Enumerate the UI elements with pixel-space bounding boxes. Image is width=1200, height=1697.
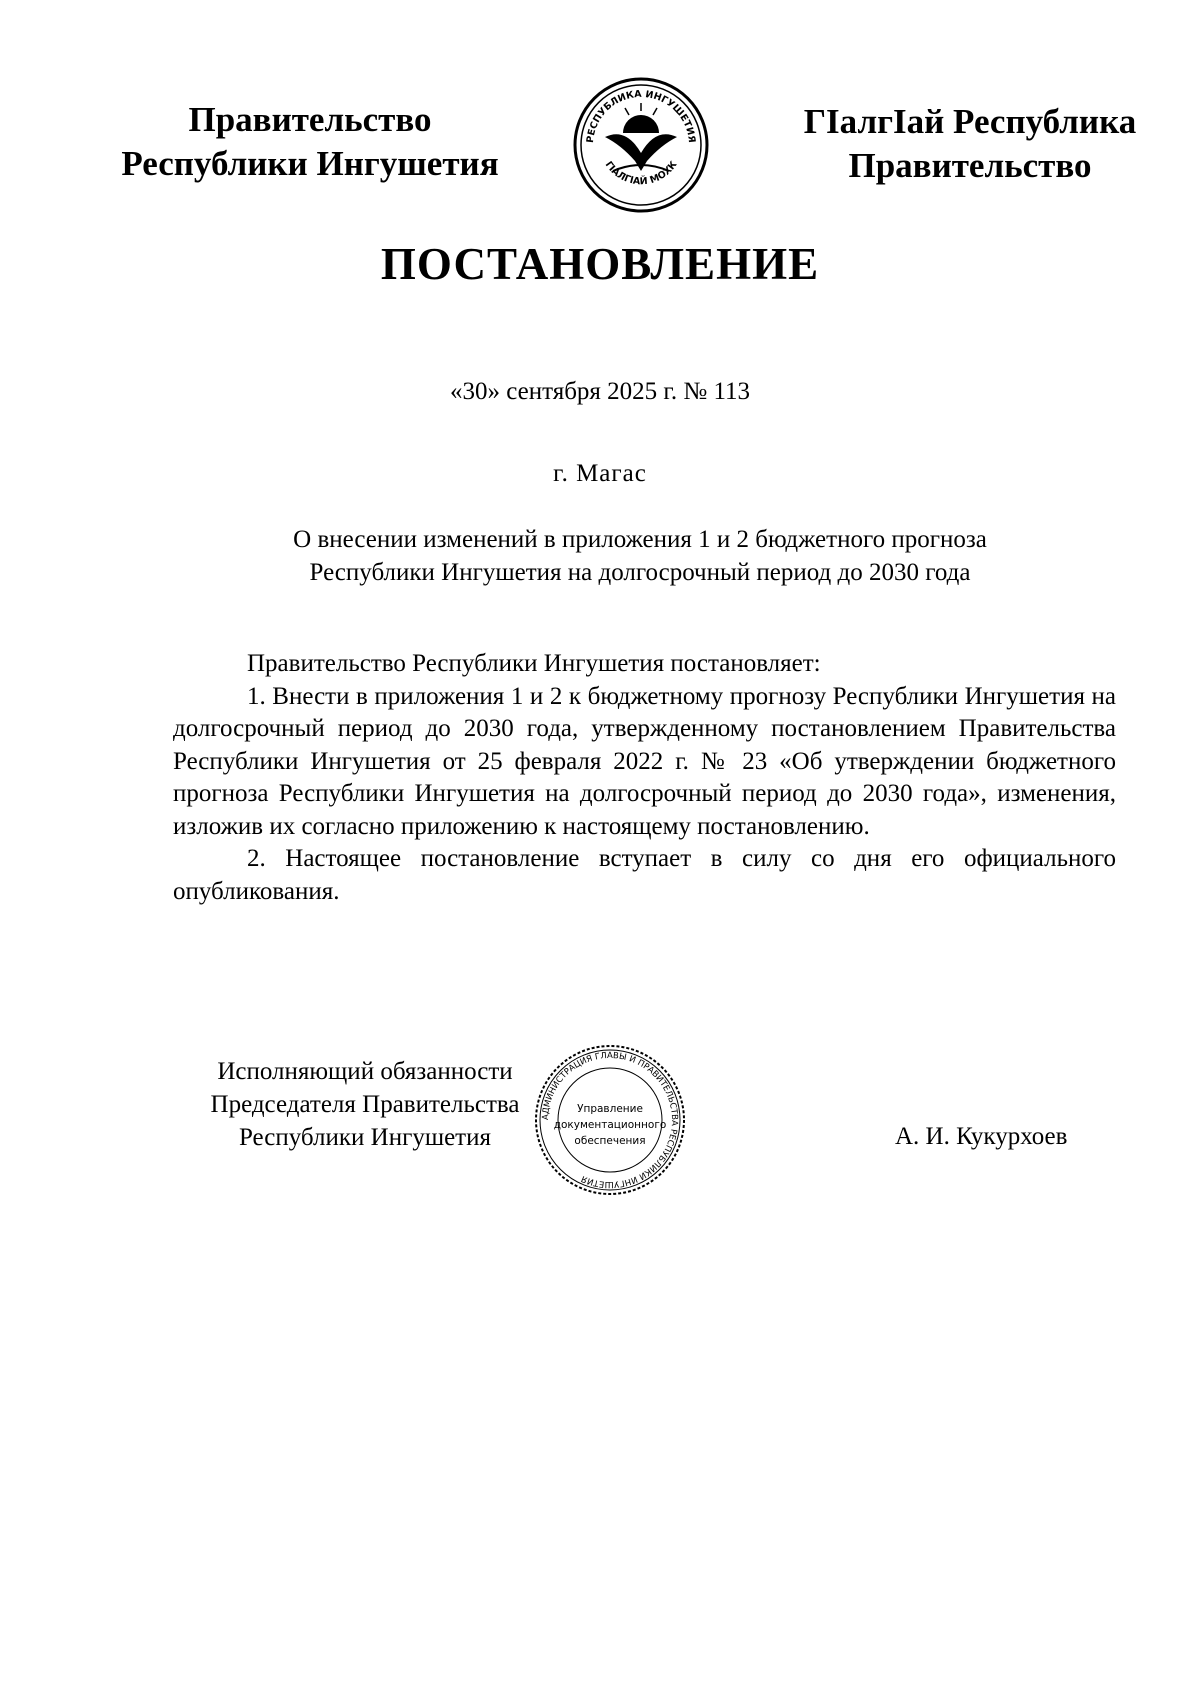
body-intro: Правительство Республики Ингушетия постановляет: <box>247 650 821 677</box>
stamp-line1: Управление <box>577 1103 643 1115</box>
stamp-line2: документационного <box>553 1119 667 1131</box>
header-left-line1: Правительство <box>188 100 432 139</box>
document-subject <box>160 523 1120 589</box>
document-city: г. Магас <box>553 460 647 487</box>
header-right <box>790 100 1150 188</box>
header-left-line2: Республики Ингушетия <box>121 144 499 183</box>
document-subject-line1: О внесении изменений в приложения 1 и 2 бюджетного прогноза <box>293 526 987 553</box>
header-right-line2: Правительство <box>848 146 1092 185</box>
document-body <box>173 648 1116 908</box>
emblem-icon <box>571 75 711 215</box>
signer-title-line1: Исполняющий обязанности <box>217 1058 513 1085</box>
signer-title <box>180 1055 550 1154</box>
body-item-1: 1. Внести в приложения 1 и 2 к бюджетному прогнозу Республики Ингушетия на долгосрочный период до 2030 года, утвержденному постановлением Правительства Республики Ингушетия от 25 февраля 2022 г. № 23 «Об утверждении бюджетного прогноза Республики Ингушетия на долгосрочный период до 2030 года», изменения, изложив их согласно приложению к настоящему постановлению. <box>173 682 1116 840</box>
signer-title-line3: Республики Ингушетия <box>238 1124 491 1151</box>
emblem-text-bottom: ГIАЛГIАЙ МОХК <box>602 159 680 188</box>
header-right-line1: ГIалгIай Республика <box>803 102 1137 141</box>
document-date-number: «30» сентября 2025 г. № 113 <box>449 378 751 405</box>
body-item-2: 2. Настоящее постановление вступает в силу со дня его официального опубликования. <box>173 845 1116 905</box>
emblem-text-top: РЕСПУБЛИКА ИНГУШЕТИЯ <box>584 88 698 144</box>
signer-title-line2: Председателя Правительства <box>210 1091 520 1118</box>
stamp-line3: обеспечения <box>574 1135 646 1147</box>
stamp-icon <box>530 1040 690 1200</box>
stamp-ring-text: АДМИНИСТРАЦИЯ ГЛАВЫ И ПРАВИТЕЛЬСТВА РЕСПУБЛИКИ ИНГУШЕТИЯ <box>540 1050 680 1190</box>
header-left <box>100 98 520 186</box>
document-subject-line2: Республики Ингушетия на долгосрочный период до 2030 года <box>309 559 971 586</box>
document-type-title: ПОСТАНОВЛЕНИЕ <box>380 239 820 289</box>
signer-name: А. И. Кукурхоев <box>895 1123 1068 1150</box>
